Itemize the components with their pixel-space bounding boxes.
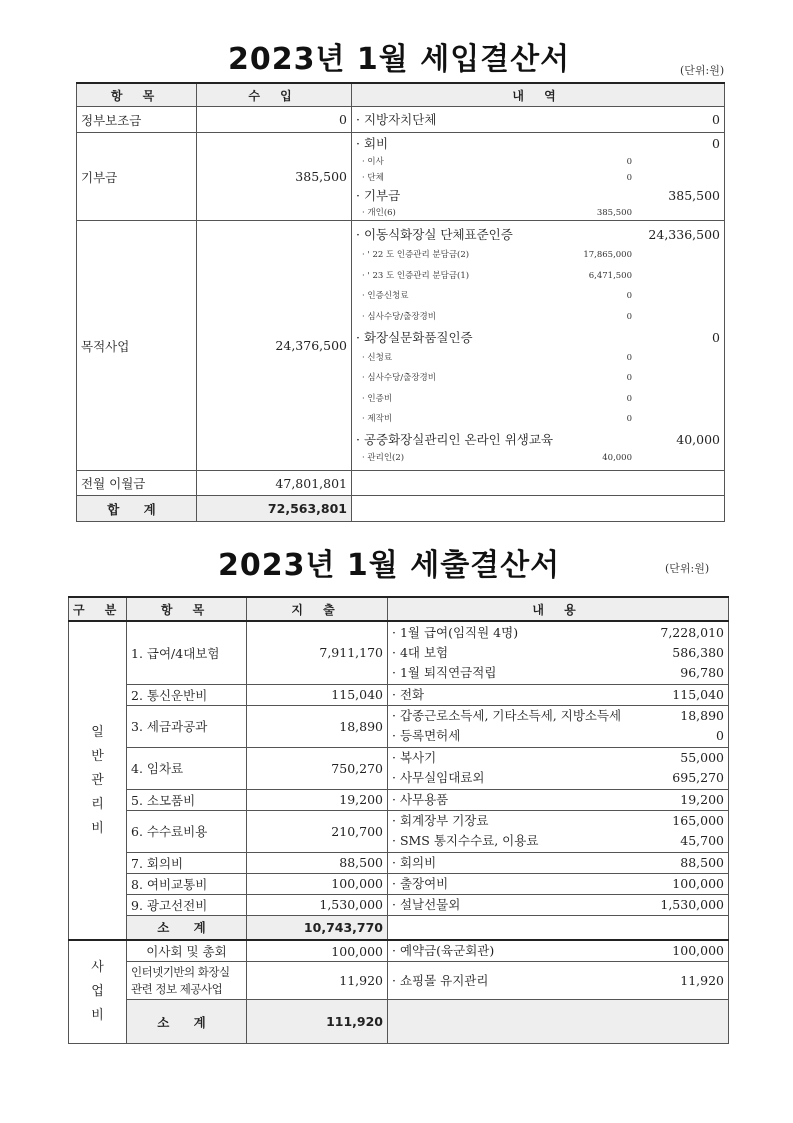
expense-detail-travel [388, 873, 729, 894]
sub-value: 0 [626, 172, 632, 183]
expense-item-advertising: 9. 광고선전비 [127, 894, 247, 915]
detail-value: 695,270 [672, 770, 724, 785]
detail-value: 100,000 [672, 943, 724, 958]
sub-label: · ' 23 도 인증관리 분담금(1) [362, 270, 470, 281]
detail-value: 55,000 [680, 750, 724, 765]
detail-label: · 출장여비 [392, 875, 449, 891]
detail-label: · 이동식화장실 단체표준인증 [356, 227, 513, 243]
income-amount-carryover: 47,801,801 [197, 471, 352, 496]
detail-value: 0 [712, 329, 720, 345]
detail-label: · 쇼핑몰 유지관리 [392, 972, 489, 988]
sub-label: · 인증신청료 [362, 291, 409, 302]
detail-label: · 1월 퇴직연금적립 [392, 664, 497, 680]
expense-item-supplies: 5. 소모품비 [127, 789, 247, 810]
group-char: 비 [91, 820, 104, 836]
detail-value: 18,890 [680, 708, 724, 723]
expense-detail-fees [388, 810, 729, 852]
sub-label: · 단체 [362, 172, 384, 183]
group-char: 관 [91, 772, 104, 788]
income-total-label: 합 계 [77, 496, 197, 522]
sub-label: · 심사수당/출장경비 [362, 373, 436, 384]
expense-item-rent: 4. 임차료 [127, 747, 247, 789]
expense-detail-rent [388, 747, 729, 789]
detail-value: 11,920 [680, 972, 724, 988]
group-char: 비 [91, 1008, 104, 1023]
expense-detail-meeting [388, 852, 729, 873]
expense-item-internet [127, 962, 247, 1000]
detail-label: · 지방자치단체 [356, 111, 437, 127]
detail-value: 0 [716, 728, 724, 743]
detail-label: · 화장실문화품질인증 [356, 329, 473, 345]
sub-value: 0 [626, 291, 632, 302]
detail-label: · 사무실임대료외 [392, 770, 485, 785]
detail-value: 0 [712, 111, 720, 127]
expense-item-telecom: 2. 통신운반비 [127, 684, 247, 705]
income-detail-donation [352, 133, 725, 221]
group-char: 업 [91, 984, 104, 999]
group-char: 사 [91, 960, 104, 975]
income-total-detail [352, 496, 725, 522]
sub-value: 40,000 [602, 452, 632, 463]
expense-subtotal2-detail [388, 1000, 729, 1044]
income-header-item: 항 목 [77, 83, 197, 107]
detail-value: 45,700 [680, 833, 724, 848]
detail-label: · 1월 급여(임직원 4명) [392, 624, 519, 640]
expense-subtotal1-detail [388, 915, 729, 940]
expense-group-general [69, 621, 127, 940]
sub-value: 6,471,500 [588, 270, 632, 281]
expense-header-group: 구 분 [69, 597, 127, 621]
expense-amount-internet: 11,920 [247, 962, 388, 1000]
expense-detail-internet [388, 962, 729, 1000]
expense-amount-fees: 210,700 [247, 810, 388, 852]
detail-label: · 기부금 [356, 187, 401, 203]
detail-value: 165,000 [672, 813, 724, 828]
detail-value: 19,200 [680, 791, 724, 807]
sub-value: 0 [626, 311, 632, 322]
expense-subtotal2-amount: 111,920 [247, 1000, 388, 1044]
expense-detail-telecom [388, 684, 729, 705]
detail-value: 586,380 [672, 644, 724, 660]
group-char: 리 [91, 796, 104, 812]
expense-detail-advertising [388, 894, 729, 915]
expense-detail-tax [388, 705, 729, 747]
detail-value: 40,000 [676, 431, 720, 447]
sub-label: · 심사수당/출장경비 [362, 311, 436, 322]
income-item-project: 목적사업 [77, 221, 197, 471]
income-table [76, 82, 725, 522]
expense-table [68, 596, 729, 1044]
expense-subtotal1-amount: 10,743,770 [247, 915, 388, 940]
expense-subtotal2-label: 소 계 [127, 1000, 247, 1044]
expense-amount-tax: 18,890 [247, 705, 388, 747]
sub-label: · 개인(6) [362, 207, 396, 218]
detail-value: 100,000 [672, 875, 724, 891]
expense-header-item: 항 목 [127, 597, 247, 621]
sub-label: · 이사 [362, 156, 384, 167]
sub-value: 0 [626, 373, 632, 384]
income-detail-project [352, 221, 725, 471]
expense-item-fees: 6. 수수료비용 [127, 810, 247, 852]
detail-label: · 회계장부 기장료 [392, 813, 489, 828]
expense-amount-travel: 100,000 [247, 873, 388, 894]
income-amount-project: 24,376,500 [197, 221, 352, 471]
detail-label: · 전화 [392, 686, 425, 702]
detail-label: · 사무용품 [392, 791, 449, 807]
detail-label: · 회비 [356, 135, 389, 151]
sub-value: 385,500 [596, 207, 632, 218]
expense-unit: (단위:원) [665, 562, 710, 575]
detail-value: 88,500 [680, 854, 724, 870]
expense-item-salary: 1. 급여/4대보험 [127, 621, 247, 684]
detail-label: · 설날선물외 [392, 896, 461, 912]
detail-value: 24,336,500 [648, 227, 720, 243]
detail-label: · SMS 통지수수료, 이용료 [392, 833, 539, 848]
sub-value: 0 [626, 414, 632, 425]
income-header-detail: 내 역 [352, 83, 725, 107]
income-amount-donation: 385,500 [197, 133, 352, 221]
detail-label: · 공중화장실관리인 온라인 위생교육 [356, 431, 554, 447]
detail-value: 0 [712, 135, 720, 151]
sub-value: 0 [626, 156, 632, 167]
expense-item-travel: 8. 여비교통비 [127, 873, 247, 894]
sub-label: · 관리인(2) [362, 452, 405, 463]
expense-amount-advertising: 1,530,000 [247, 894, 388, 915]
detail-value: 7,228,010 [660, 624, 724, 640]
income-detail-carryover [352, 471, 725, 496]
detail-value: 96,780 [680, 664, 724, 680]
detail-label: · 갑종근로소득세, 기타소득세, 지방소득세 [392, 708, 622, 723]
sub-label: · ' 22 도 인증관리 분담금(2) [362, 250, 470, 261]
sub-label: · 제작비 [362, 414, 393, 425]
detail-value: 1,530,000 [660, 896, 724, 912]
income-item-carryover: 전월 이월금 [77, 471, 197, 496]
expense-title: 2023년 1월 세출결산서 [218, 548, 561, 583]
group-char: 반 [91, 748, 104, 764]
sub-value: 17,865,000 [583, 250, 632, 261]
sub-value: 0 [626, 393, 632, 404]
detail-label: · 4대 보험 [392, 644, 449, 660]
expense-amount-supplies: 19,200 [247, 789, 388, 810]
detail-value: 115,040 [672, 686, 724, 702]
detail-label: · 예약금(육군회관) [392, 943, 495, 958]
income-title: 2023년 1월 세입결산서 [228, 42, 571, 77]
income-amount-subsidy: 0 [197, 107, 352, 133]
detail-value: 385,500 [668, 187, 720, 203]
expense-detail-supplies [388, 789, 729, 810]
income-unit: (단위:원) [680, 64, 725, 77]
group-char: 일 [91, 724, 104, 740]
expense-item-board: 이사회 및 총회 [127, 940, 247, 962]
sub-label: · 신청료 [362, 352, 393, 363]
expense-item-tax: 3. 세금과공과 [127, 705, 247, 747]
sub-label: · 인증비 [362, 393, 393, 404]
expense-amount-salary: 7,911,170 [247, 621, 388, 684]
detail-label: · 회의비 [392, 854, 437, 870]
expense-subtotal1-label: 소 계 [127, 915, 247, 940]
expense-header-amount: 지 출 [247, 597, 388, 621]
detail-label: · 등록면허세 [392, 728, 461, 743]
detail-label: · 복사기 [392, 750, 437, 765]
income-header-amount: 수 입 [197, 83, 352, 107]
item-line: 인터넷기반의 화장실 [131, 964, 230, 979]
expense-detail-board [388, 940, 729, 962]
expense-header-detail: 내 용 [388, 597, 729, 621]
income-detail-subsidy [352, 107, 725, 133]
expense-amount-telecom: 115,040 [247, 684, 388, 705]
income-total-amount: 72,563,801 [197, 496, 352, 522]
income-item-donation: 기부금 [77, 133, 197, 221]
expense-amount-meeting: 88,500 [247, 852, 388, 873]
expense-group-business [69, 940, 127, 1044]
income-item-subsidy: 정부보조금 [77, 107, 197, 133]
expense-item-meeting: 7. 회의비 [127, 852, 247, 873]
expense-amount-rent: 750,270 [247, 747, 388, 789]
item-line: 관련 정보 제공사업 [131, 981, 223, 996]
sub-value: 0 [626, 352, 632, 363]
expense-amount-board: 100,000 [247, 940, 388, 962]
expense-detail-salary [388, 621, 729, 684]
